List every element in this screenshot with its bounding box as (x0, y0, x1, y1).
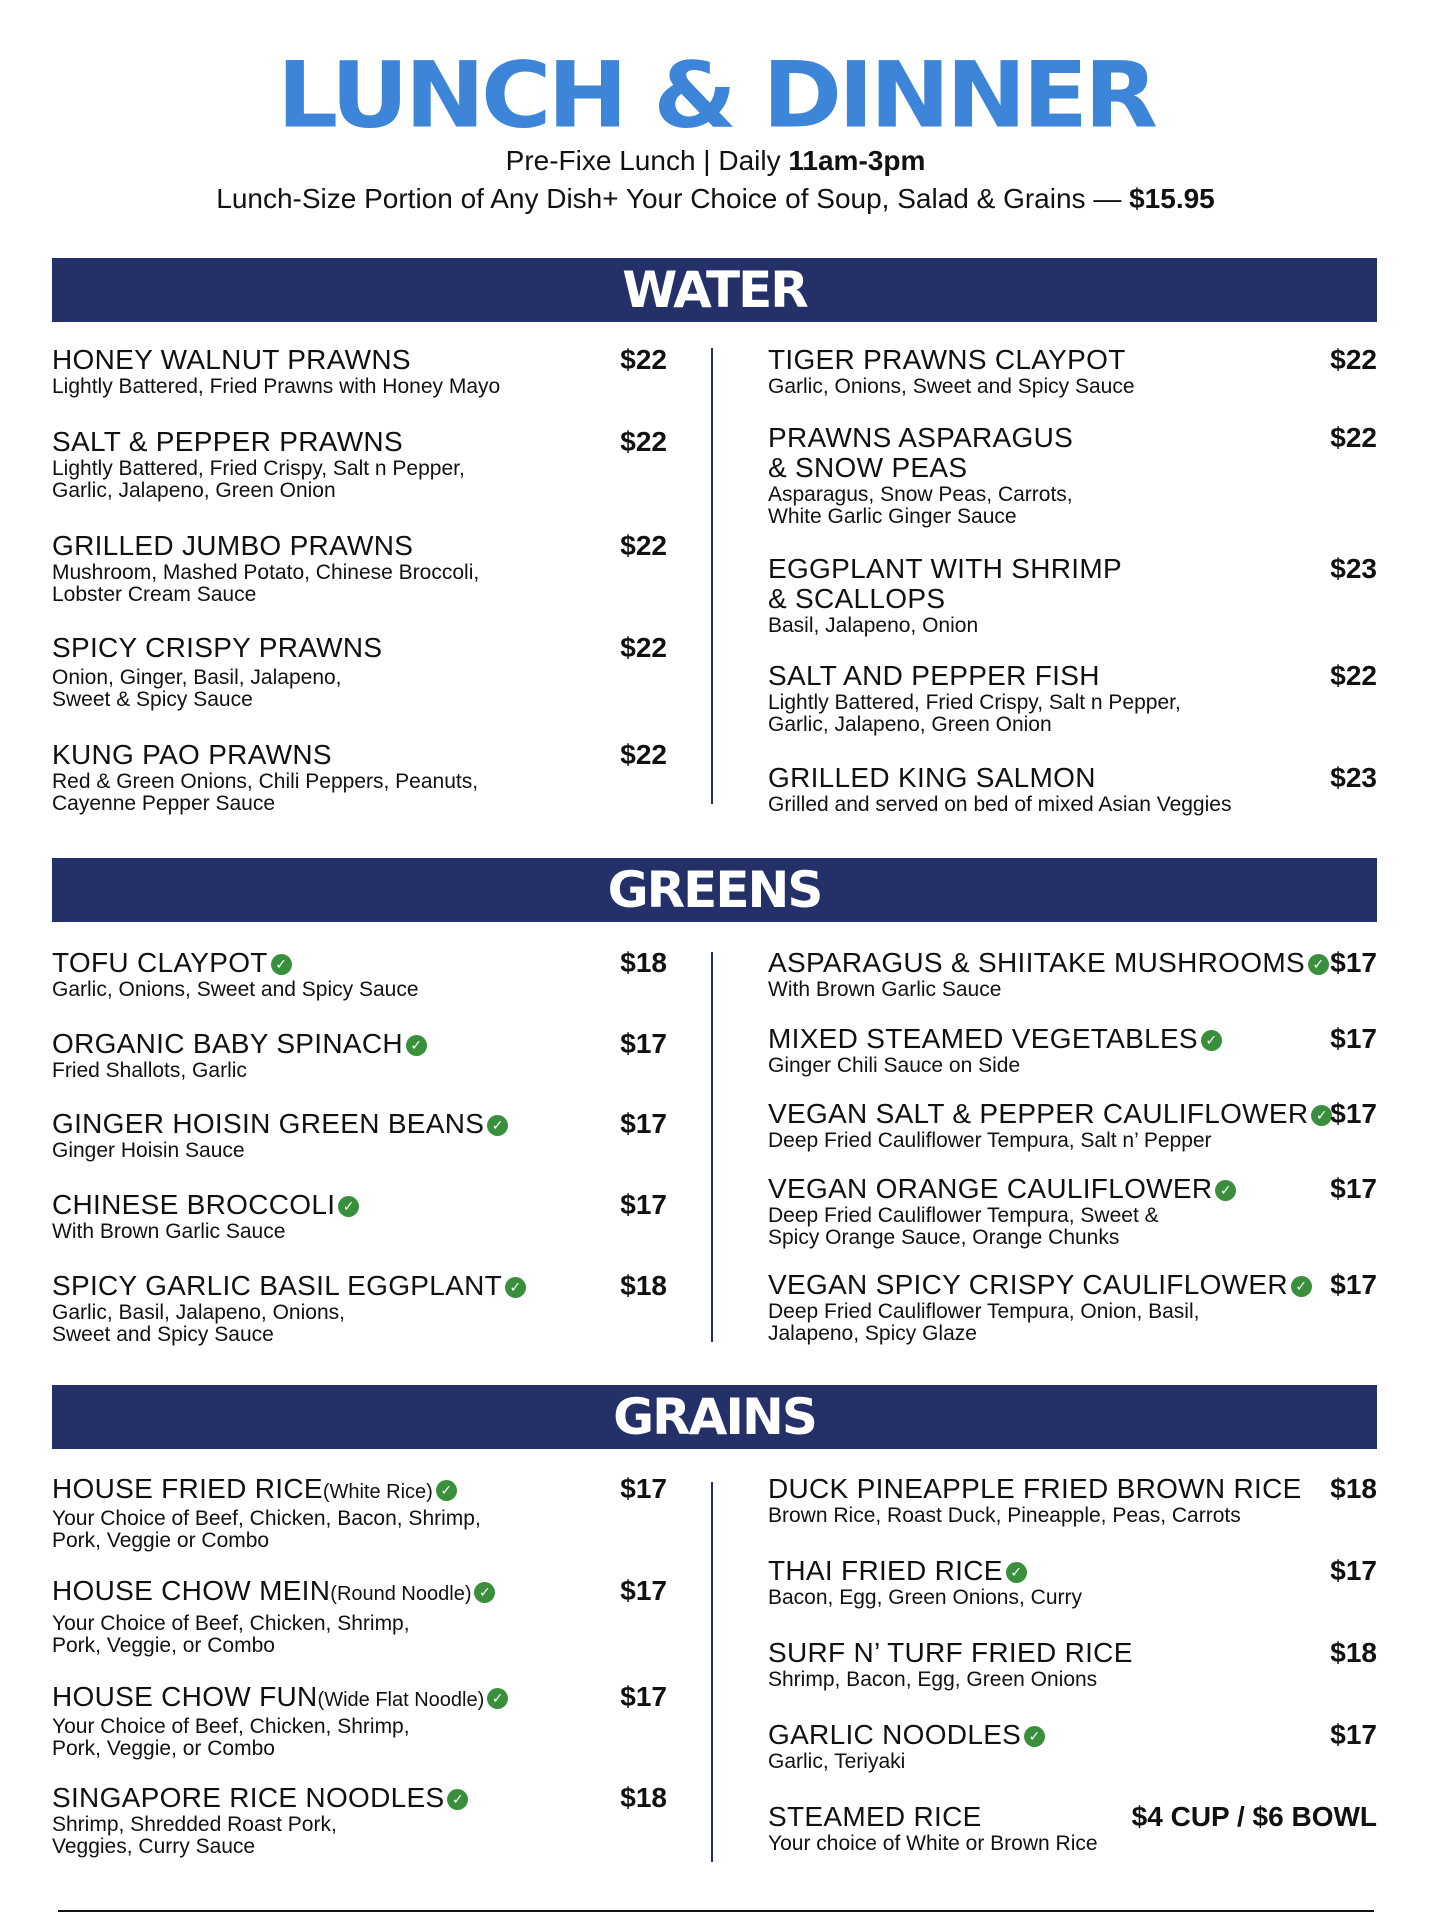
item-price: $17 (620, 1028, 667, 1059)
item-note: (Wide Flat Noodle) (317, 1689, 485, 1711)
item-desc: Lightly Battered, Fried Crispy, Salt n Pepper, Garlic, Jalapeno, Green Onion (52, 457, 465, 502)
menu-item (768, 1802, 1377, 1855)
item-desc: With Brown Garlic Sauce (768, 978, 1002, 1001)
item-desc: Your Choice of Beef, Chicken, Bacon, Shrimp, Pork, Veggie or Combo (52, 1507, 481, 1552)
item-price: $17 (1330, 947, 1377, 978)
item-desc: Grilled and served on bed of mixed Asian Veggies (768, 793, 1232, 816)
item-desc: With Brown Garlic Sauce (52, 1220, 286, 1243)
item-note: (Round Noodle) (330, 1583, 472, 1605)
menu-item (52, 427, 667, 502)
item-name-text: VEGAN ORANGE CAULIFLOWER (768, 1173, 1213, 1204)
item-desc: Mushroom, Mashed Potato, Chinese Broccoli, Lobster Cream Sauce (52, 561, 480, 606)
item-desc: Basil, Jalapeno, Onion (768, 614, 979, 637)
prefixe-hours: 11am-3pm (788, 145, 926, 176)
item-price: $18 (620, 1782, 667, 1813)
item-price: $17 (620, 1473, 667, 1504)
item-price: $23 (1330, 762, 1377, 793)
item-name (52, 1783, 667, 1813)
item-desc: Shrimp, Bacon, Egg, Green Onions (768, 1668, 1098, 1691)
item-name-text: TOFU CLAYPOT (52, 947, 268, 978)
item-price: $22 (620, 632, 667, 663)
item-desc: Deep Fried Cauliflower Tempura, Salt n’ Pepper (768, 1129, 1212, 1152)
menu-item (52, 531, 667, 606)
item-name-text: HOUSE FRIED RICE (52, 1473, 323, 1504)
item-name-text: VEGAN SPICY CRISPY CAULIFLOWER (768, 1269, 1288, 1300)
item-desc: Lightly Battered, Fried Crispy, Salt n Pepper, Garlic, Jalapeno, Green Onion (768, 691, 1181, 736)
item-name-text: HOUSE CHOW FUN (52, 1681, 318, 1712)
item-name: KUNG PAO PRAWNS (52, 739, 332, 770)
item-price: $17 (1330, 1098, 1377, 1129)
item-name: GRILLED JUMBO PRAWNS (52, 530, 414, 561)
item-name: EGGPLANT WITH SHRIMP & SCALLOPS (768, 553, 1122, 614)
column-divider (711, 952, 713, 1342)
item-name-text: ORGANIC BABY SPINACH (52, 1028, 403, 1059)
menu-item (768, 763, 1377, 816)
item-price: $17 (620, 1681, 667, 1712)
item-desc: Bacon, Egg, Green Onions, Curry (768, 1586, 1082, 1609)
item-name (768, 1174, 1377, 1204)
item-price: $17 (1330, 1269, 1377, 1300)
item-price: $17 (620, 1108, 667, 1139)
leaf-icon: ✓ (1006, 1562, 1027, 1583)
leaf-icon: ✓ (338, 1196, 359, 1217)
item-name (768, 1270, 1377, 1300)
menu-item (52, 1029, 667, 1082)
item-name: TIGER PRAWNS CLAYPOT (768, 344, 1126, 375)
item-name (52, 1576, 667, 1609)
item-name (768, 1720, 1377, 1750)
menu-item (768, 554, 1377, 637)
menu-item (52, 633, 667, 711)
leaf-icon: ✓ (1024, 1726, 1045, 1747)
item-desc: Deep Fried Cauliflower Tempura, Onion, Basil, Jalapeno, Spicy Glaze (768, 1300, 1200, 1345)
item-desc: Garlic, Onions, Sweet and Spicy Sauce (768, 375, 1135, 398)
item-price: $22 (620, 344, 667, 375)
section-banner-grains: GRAINS (52, 1385, 1377, 1449)
column-divider (711, 348, 713, 804)
leaf-icon: ✓ (447, 1789, 468, 1810)
leaf-icon: ✓ (1215, 1180, 1236, 1201)
item-name: STEAMED RICE (768, 1801, 982, 1832)
menu-item (52, 1576, 667, 1657)
item-price: $22 (620, 426, 667, 457)
item-name-text: THAI FRIED RICE (768, 1555, 1003, 1586)
item-price: $17 (1330, 1555, 1377, 1586)
item-name: SPICY CRISPY PRAWNS (52, 632, 383, 663)
item-price: $22 (1330, 422, 1377, 453)
leaf-icon: ✓ (1311, 1105, 1332, 1126)
item-name: GRILLED KING SALMON (768, 762, 1096, 793)
leaf-icon: ✓ (487, 1115, 508, 1136)
item-desc: Garlic, Onions, Sweet and Spicy Sauce (52, 978, 419, 1001)
item-name (52, 1474, 667, 1507)
item-price: $18 (1330, 1637, 1377, 1668)
item-desc: Red & Green Onions, Chili Peppers, Peanuts, Cayenne Pepper Sauce (52, 770, 479, 815)
item-note: (White Rice) (322, 1481, 433, 1503)
item-desc: Fried Shallots, Garlic (52, 1059, 247, 1082)
item-desc: Your Choice of Beef, Chicken, Shrimp, Pork, Veggie, or Combo (52, 1612, 410, 1657)
menu-item (768, 1270, 1377, 1345)
item-price: $17 (1330, 1719, 1377, 1750)
menu-item (52, 948, 667, 1001)
item-desc: Asparagus, Snow Peas, Carrots, White Garlic Ginger Sauce (768, 483, 1073, 528)
leaf-icon: ✓ (1308, 954, 1329, 975)
item-desc: Your choice of White or Brown Rice (768, 1832, 1098, 1855)
item-price: $22 (620, 530, 667, 561)
prefixe-line (0, 144, 1431, 178)
item-price: $17 (620, 1575, 667, 1606)
menu-item (52, 1271, 667, 1346)
prefixe-label: Pre-Fixe Lunch | Daily (505, 145, 789, 176)
menu-item (768, 345, 1377, 398)
menu-item (768, 1099, 1377, 1152)
menu-item (768, 1174, 1377, 1249)
menu-item (768, 1720, 1377, 1773)
item-name-text: ASPARAGUS & SHIITAKE MUSHROOMS (768, 947, 1305, 978)
item-desc: Deep Fried Cauliflower Tempura, Sweet & Spicy Orange Sauce, Orange Chunks (768, 1204, 1159, 1249)
item-desc: Ginger Chili Sauce on Side (768, 1054, 1021, 1077)
item-desc: Lightly Battered, Fried Prawns with Honey Mayo (52, 375, 501, 398)
column-divider (711, 1482, 713, 1862)
menu-item (768, 661, 1377, 736)
item-price: $23 (1330, 553, 1377, 584)
item-name-text: CHINESE BROCCOLI (52, 1189, 336, 1220)
leaf-icon: ✓ (487, 1688, 508, 1709)
item-name (52, 1109, 667, 1139)
item-price: $18 (620, 1270, 667, 1301)
item-price: $17 (1330, 1023, 1377, 1054)
leaf-icon: ✓ (436, 1480, 457, 1501)
item-price: $22 (620, 739, 667, 770)
item-name (52, 1682, 667, 1715)
menu-item (52, 1190, 667, 1243)
section-banner-water: WATER (52, 258, 1377, 322)
item-desc: Garlic, Teriyaki (768, 1750, 906, 1773)
item-name (768, 1024, 1377, 1054)
lunch-offer-text: Lunch-Size Portion of Any Dish+ Your Choice of Soup, Salad & Grains — (216, 183, 1130, 214)
item-price: $17 (620, 1189, 667, 1220)
leaf-icon: ✓ (505, 1277, 526, 1298)
menu-item (768, 423, 1377, 528)
item-name (768, 1556, 1377, 1586)
section-banner-greens: GREENS (52, 858, 1377, 922)
item-name (52, 1271, 667, 1301)
item-name-text: GARLIC NOODLES (768, 1719, 1022, 1750)
item-name-text: MIXED STEAMED VEGETABLES (768, 1023, 1198, 1054)
item-name-text: HOUSE CHOW MEIN (52, 1575, 331, 1606)
menu-item (52, 740, 667, 815)
item-price: $22 (1330, 660, 1377, 691)
item-name: SALT AND PEPPER FISH (768, 660, 1100, 691)
item-desc: Garlic, Basil, Jalapeno, Onions, Sweet and Spicy Sauce (52, 1301, 345, 1346)
item-price: $17 (1330, 1173, 1377, 1204)
menu-item (768, 1556, 1377, 1609)
item-price: $18 (1330, 1473, 1377, 1504)
menu-item (52, 1682, 667, 1760)
item-name-text: SINGAPORE RICE NOODLES (52, 1782, 445, 1813)
menu-item (768, 948, 1377, 1001)
item-price: $18 (620, 947, 667, 978)
leaf-icon: ✓ (271, 954, 292, 975)
item-name: DUCK PINEAPPLE FRIED BROWN RICE (768, 1473, 1302, 1504)
menu-item (768, 1638, 1377, 1691)
item-desc: Ginger Hoisin Sauce (52, 1139, 245, 1162)
item-name: SALT & PEPPER PRAWNS (52, 426, 403, 457)
leaf-icon: ✓ (1291, 1276, 1312, 1297)
item-name: PRAWNS ASPARAGUS & SNOW PEAS (768, 422, 1074, 483)
item-name: SURF N’ TURF FRIED RICE (768, 1637, 1133, 1668)
item-name (52, 1029, 667, 1059)
item-name (52, 948, 667, 978)
leaf-icon: ✓ (1201, 1030, 1222, 1051)
item-name (768, 948, 1377, 978)
item-name-text: SPICY GARLIC BASIL EGGPLANT (52, 1270, 503, 1301)
item-name (52, 1190, 667, 1220)
footer-rule (58, 1910, 1374, 1912)
item-name-text: VEGAN SALT & PEPPER CAULIFLOWER (768, 1098, 1309, 1129)
menu-item (52, 1474, 667, 1552)
leaf-icon: ✓ (474, 1582, 495, 1603)
item-desc: Your Choice of Beef, Chicken, Shrimp, Pork, Veggie, or Combo (52, 1715, 410, 1760)
menu-title: LUNCH & DINNER (277, 41, 1154, 149)
menu-item (52, 345, 667, 398)
menu-item (52, 1109, 667, 1162)
lunch-offer-line (0, 182, 1431, 216)
item-name-text: GINGER HOISIN GREEN BEANS (52, 1108, 485, 1139)
menu-item (768, 1024, 1377, 1077)
lunch-offer-price: $15.95 (1129, 183, 1215, 214)
menu-item (52, 1783, 667, 1858)
item-name: HONEY WALNUT PRAWNS (52, 344, 411, 375)
item-price: $4 CUP / $6 BOWL (1131, 1801, 1377, 1832)
menu-item (768, 1474, 1377, 1527)
item-desc: Brown Rice, Roast Duck, Pineapple, Peas, Carrots (768, 1504, 1241, 1527)
leaf-icon: ✓ (406, 1035, 427, 1056)
item-desc: Onion, Ginger, Basil, Jalapeno, Sweet & Spicy Sauce (52, 666, 342, 711)
item-name (768, 1099, 1377, 1129)
item-desc: Shrimp, Shredded Roast Pork, Veggies, Curry Sauce (52, 1813, 337, 1858)
item-price: $22 (1330, 344, 1377, 375)
